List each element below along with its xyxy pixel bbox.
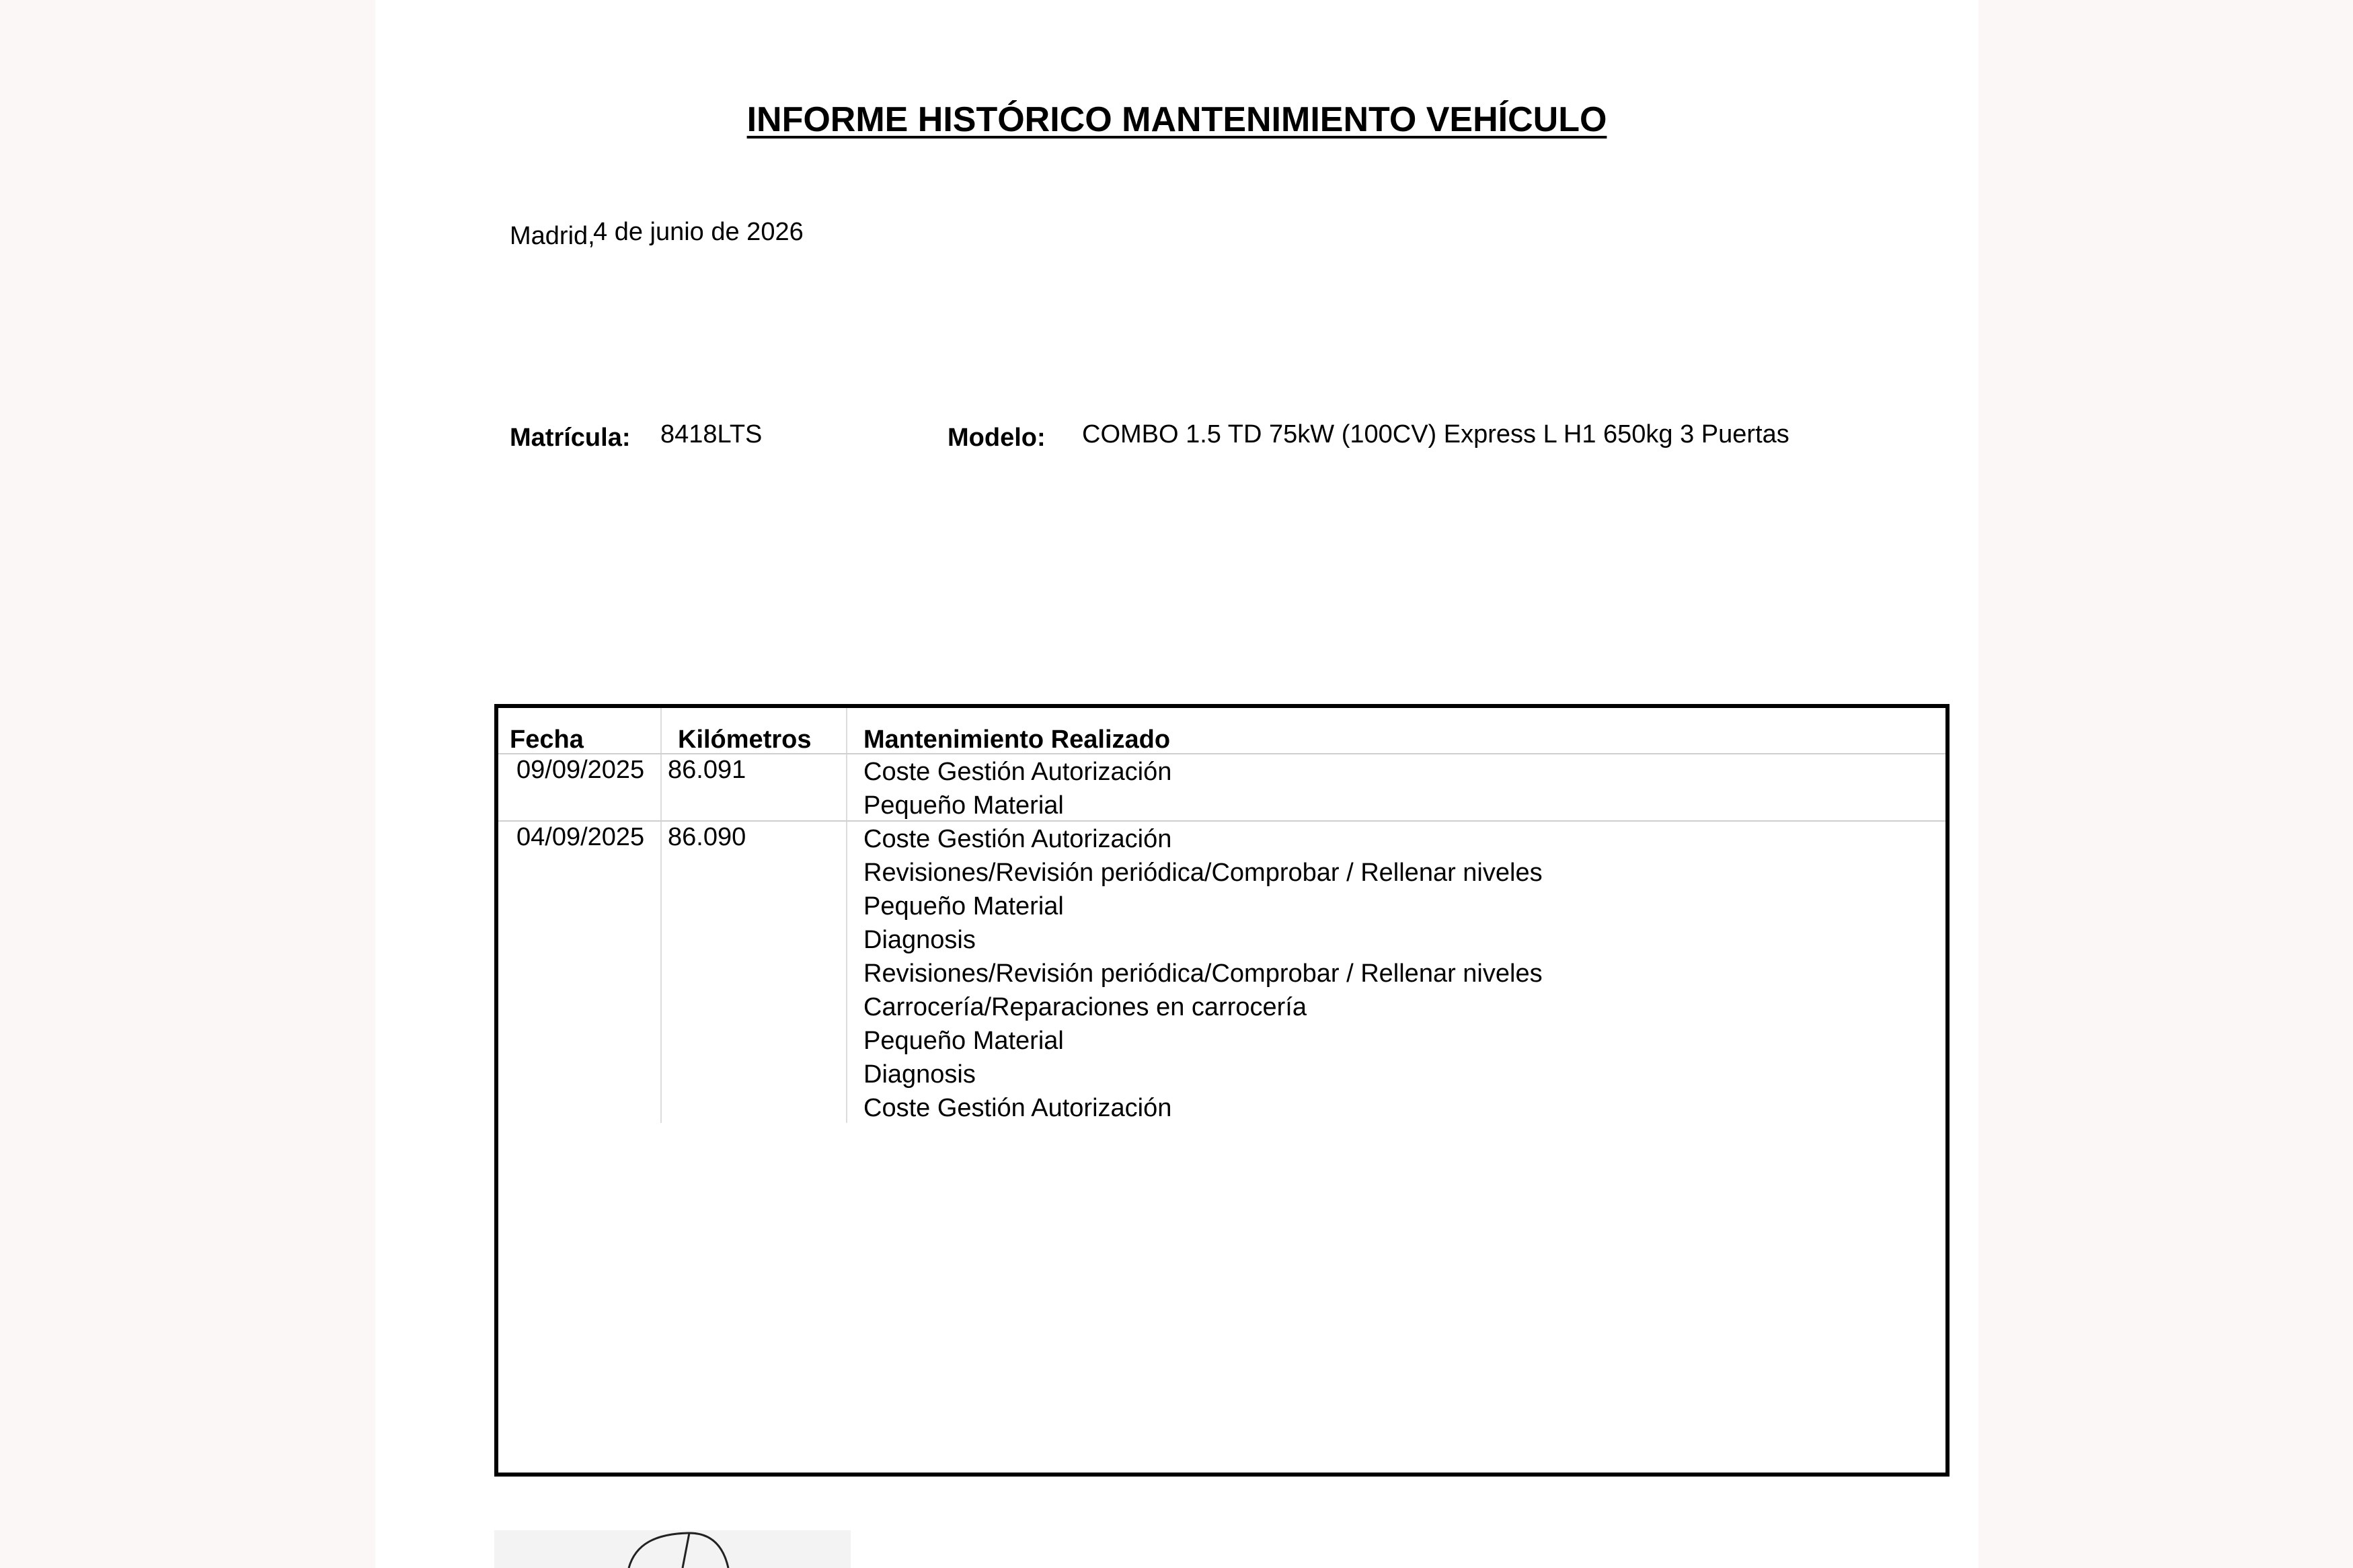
row-km: 86.090 xyxy=(668,823,746,851)
report-title: INFORME HISTÓRICO MANTENIMIENTO VEHÍCULO xyxy=(746,100,1607,139)
maintenance-item: Carrocería/Reparaciones en carrocería xyxy=(863,993,1307,1021)
maintenance-item: Revisiones/Revisión periódica/Comprobar / Rellenar niveles xyxy=(863,859,1543,887)
column-divider xyxy=(846,708,847,1123)
maintenance-item: Coste Gestión Autorización xyxy=(863,825,1172,853)
maintenance-item: Pequeño Material xyxy=(863,791,1064,820)
header-km: Kilómetros xyxy=(678,726,812,754)
header-maintenance: Mantenimiento Realizado xyxy=(863,726,1171,754)
maintenance-item: Coste Gestión Autorización xyxy=(863,1094,1172,1122)
report-date: 4 de junio de 2026 xyxy=(593,218,804,246)
signature-icon xyxy=(494,1530,851,1568)
row-km: 86.091 xyxy=(668,756,746,784)
model-label: Modelo: xyxy=(948,424,1046,452)
maintenance-item: Diagnosis xyxy=(863,1060,976,1089)
place-label: Madrid, xyxy=(510,222,595,250)
row-date: 04/09/2025 xyxy=(516,823,645,851)
plate-label: Matrícula: xyxy=(510,424,631,452)
maintenance-item: Pequeño Material xyxy=(863,1027,1064,1055)
maintenance-item: Coste Gestión Autorización xyxy=(863,758,1172,786)
plate-value: 8418LTS xyxy=(660,420,763,448)
maintenance-item: Revisiones/Revisión periódica/Comprobar / Rellenar niveles xyxy=(863,959,1543,988)
document-page xyxy=(375,0,1978,1568)
maintenance-item: Diagnosis xyxy=(863,926,976,954)
maintenance-item: Pequeño Material xyxy=(863,892,1064,920)
model-value: COMBO 1.5 TD 75kW (100CV) Express L H1 650kg 3 Puertas xyxy=(1082,420,1789,448)
header-date: Fecha xyxy=(510,726,584,754)
signature-image xyxy=(494,1530,851,1568)
column-divider xyxy=(660,708,662,1123)
row-date: 09/09/2025 xyxy=(516,756,645,784)
